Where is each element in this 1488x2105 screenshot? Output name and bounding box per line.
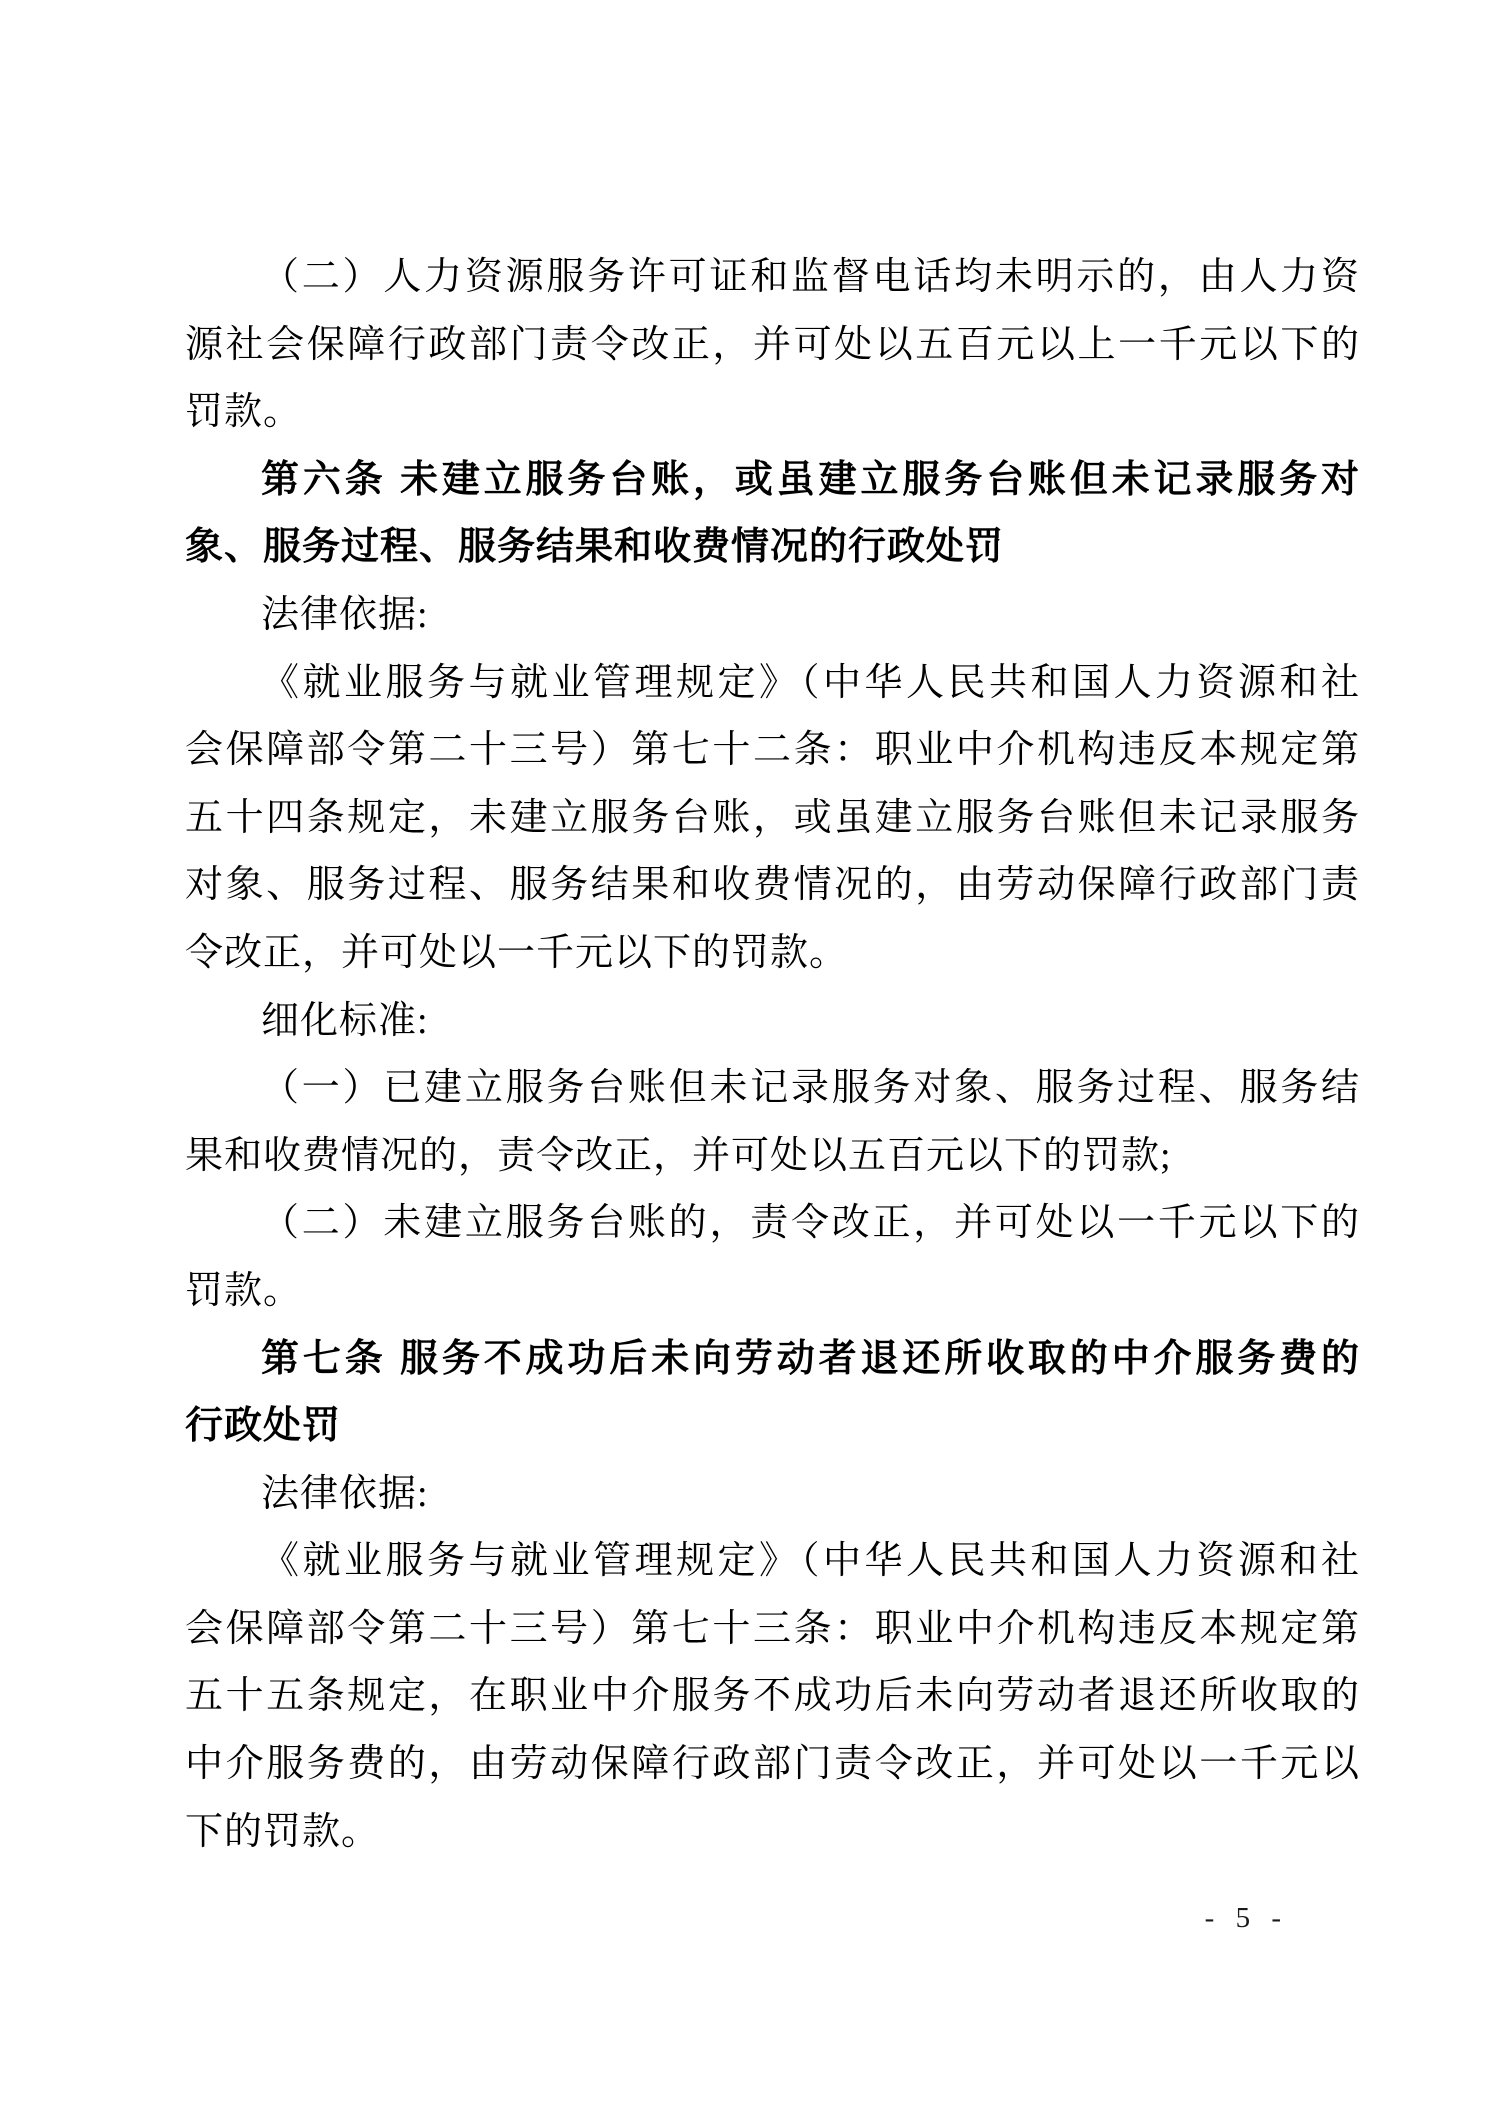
text-line: （一）已建立服务台账但未记录服务对象、服务过程、服务结 [261, 1067, 1360, 1110]
text-line: 令改正，并可处以一千元以下的罚款。 [185, 931, 849, 974]
text-line: 会保障部令第二十三号）第七十三条：职业中介机构违反本规定第 [185, 1607, 1360, 1650]
text-line: 五十四条规定，未建立服务台账，或虽建立服务台账但未记录服务 [185, 796, 1360, 839]
text-line: 中介服务费的，由劳动保障行政部门责令改正，并可处以一千元以 [185, 1743, 1360, 1786]
text-line: （二）未建立服务台账的，责令改正，并可处以一千元以下的 [261, 1202, 1360, 1245]
document-body [185, 244, 1360, 1866]
text-line: 细化标准: [261, 999, 429, 1042]
heading-line: 象、服务过程、服务结果和收费情况的行政处罚 [185, 526, 1005, 569]
text-line: 五十五条规定，在职业中介服务不成功后未向劳动者退还所收取的 [185, 1675, 1360, 1718]
text-line: 《就业服务与就业管理规定》（中华人民共和国人力资源和社 [261, 661, 1360, 704]
text-line: 源社会保障行政部门责令改正，并可处以五百元以上一千元以下的 [185, 323, 1360, 366]
text-line: 法律依据: [261, 593, 429, 636]
heading-line: 第七条 服务不成功后未向劳动者退还所收取的中介服务费的 [261, 1337, 1360, 1380]
page-number: - 5 - [1204, 1902, 1288, 1934]
heading-line: 第六条 未建立服务台账，或虽建立服务台账但未记录服务对 [261, 458, 1360, 501]
text-line: （二）人力资源服务许可证和监督电话均未明示的，由人力资 [261, 256, 1360, 298]
text-line: 下的罚款。 [185, 1810, 381, 1853]
text-line: 果和收费情况的，责令改正，并可处以五百元以下的罚款; [185, 1134, 1172, 1177]
text-line: 法律依据: [261, 1472, 429, 1515]
text-line: 罚款。 [185, 391, 303, 434]
text-line: 罚款。 [185, 1269, 303, 1312]
text-line: 《就业服务与就业管理规定》（中华人民共和国人力资源和社 [261, 1540, 1360, 1583]
text-line: 对象、服务过程、服务结果和收费情况的，由劳动保障行政部门责 [185, 864, 1360, 907]
text-line: 会保障部令第二十三号）第七十二条：职业中介机构违反本规定第 [185, 729, 1360, 772]
heading-line: 行政处罚 [185, 1405, 342, 1448]
